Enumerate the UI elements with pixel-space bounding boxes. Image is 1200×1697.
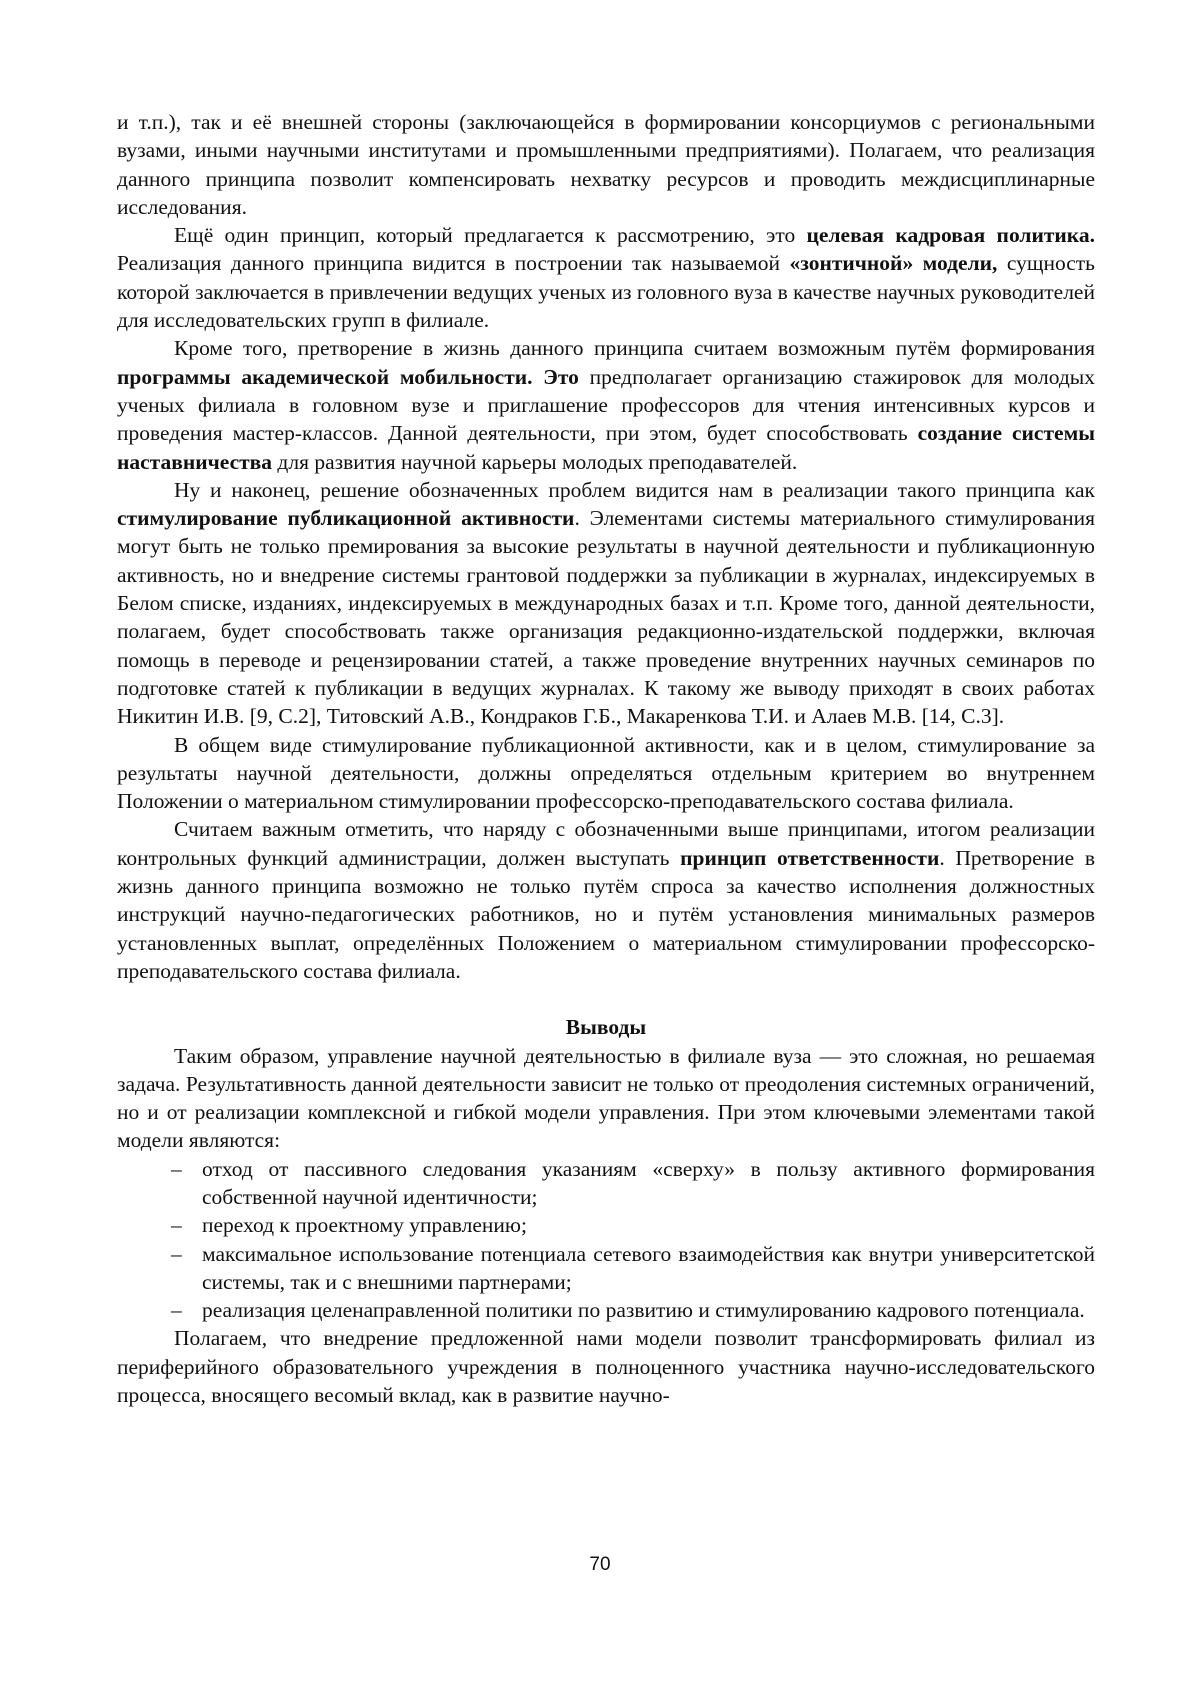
document-page	[117, 108, 1095, 1409]
list-item: – реализация целенаправленной политики по развитию и стимулированию кадрового потенциала.	[202, 1296, 1095, 1324]
list-item: – переход к проектному управлению;	[202, 1211, 1095, 1239]
page-number: 70	[589, 1554, 611, 1575]
bold-term: «зонтичной» модели,	[789, 251, 998, 276]
dash-bullet: –	[171, 1213, 182, 1238]
list-item: – максимальное использование потенциала сетевого взаимодействия как внутри университетской системы, так и с внешними партнерами;	[171, 1241, 1095, 1294]
bold-term: принцип ответственности	[680, 845, 940, 870]
paragraph-conclusions-intro: Таким образом, управление научной деятельностью в филиале вуза — это сложная, но решаемая задача. Результативность данной деятельности зависит не только от преодоления системных ограничений, но и от реализации комплексной и гибкой модели управления. При этом ключевыми элементами такой модели являются:	[117, 1043, 1095, 1153]
paragraph-publication-activity: Ну и наконец, решение обозначенных проблем видится нам в реализации такого принципа как стимулирование публикационной активности. Элементами системы материального стимулирования могут быть не только премирования за высокие результаты в научной деятельности и публикационную активность, но и внедрение системы грантовой поддержки за публикации в журналах, индексируемых в Белом списке, изданиях, индексируемых в международных базах и т.п. Кроме того, данной деятельности, полагаем, будет способствовать также организация редакционно-издательской поддержки, включая помощь в переводе и рецензировании статей, а также проведение внутренних научных семинаров по подготовке статей к публикации в ведущих журналах. К такому же выводу приходят в своих работах Никитин И.В. [9, С.2], Титовский А.В., Кондраков Г.Б., Макаренкова Т.И. и Алаев М.В. [14, С.3].	[117, 477, 1096, 729]
list-item: – отход от пассивного следования указаниям «сверху» в пользу активного формирования собственной научной идентичности;	[171, 1156, 1095, 1209]
paragraph-general-incentives: В общем виде стимулирование публикационной активности, как и в целом, стимулирование за результаты научной деятельности, должны определяться отдельным критерием во внутреннем Положении о материальном стимулировании профессорско-преподавательского состава филиала.	[117, 732, 1095, 814]
dash-bullet: –	[171, 1156, 182, 1181]
bold-term: стимулирование публикационной активности	[117, 506, 575, 531]
dash-bullet: –	[171, 1298, 182, 1323]
section-heading-conclusions: Выводы	[565, 1015, 647, 1040]
paragraph-target-hr-policy: Ещё один принцип, который предлагается к рассмотрению, это целевая кадровая политика. Реализация данного принципа видится в построении так называемой «зонтичной» модели, сущность которой заключается в привлечении ведущих ученых из головного вуза в качестве научных руководителей для исследовательских групп в филиале.	[117, 223, 1095, 333]
conclusions-list	[117, 1155, 1095, 1325]
bold-term: создание системы наставничества	[117, 421, 1095, 474]
bold-term: целевая кадровая политика.	[806, 223, 1095, 248]
paragraph-conclusions-final: Полагаем, что внедрение предложенной нами модели позволит трансформировать филиал из периферийного образовательного учреждения в полноценного участника научно-исследовательского процесса, вносящего весомый вклад, как в развитие научно-	[117, 1326, 1095, 1408]
paragraph-responsibility-principle: Считаем важным отметить, что наряду с обозначенными выше принципами, итогом реализации контрольных функций администрации, должен выступать принцип ответственности. Претворение в жизнь данного принципа возможно не только путём спроса за качество исполнения должностных инструкций научно-педагогических работников, но и путём установления минимальных размеров установленных выплат, определённых Положением о материальном стимулировании профессорско-преподавательского состава филиала.	[117, 817, 1096, 983]
paragraph-continuation: и т.п.), так и её внешней стороны (заключающейся в формировании консорциумов с региональными вузами, иными научными институтами и промышленными предприятиями). Полагаем, что реализация данного принципа позволит компенсировать нехватку ресурсов и проводить междисциплинарные исследования.	[117, 110, 1095, 219]
dash-bullet: –	[171, 1241, 182, 1266]
paragraph-academic-mobility: Кроме того, претворение в жизнь данного принципа считаем возможным путём формирования программы академической мобильности. Это предполагает организацию стажировок для молодых ученых филиала в головном вузе и приглашение профессоров для чтения интенсивных курсов и проведения мастер-классов. Данной деятельности, при этом, будет способствовать создание системы наставничества для развития научной карьеры молодых преподавателей.	[117, 336, 1095, 474]
bold-term: программы академической мобильности. Это	[117, 364, 579, 389]
